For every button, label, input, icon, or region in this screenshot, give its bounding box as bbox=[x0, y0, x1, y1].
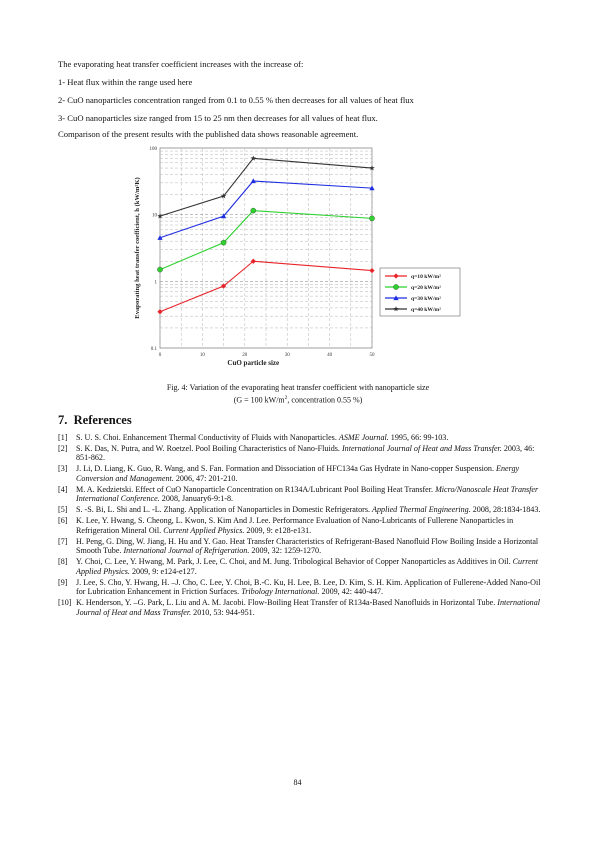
reference-text: J. Li, D. Liang, K. Guo, R. Wang, and S. Fan. Formation and Dissociation of HFC134a Gas Hydrate in Nano-copper Suspension. bbox=[76, 464, 497, 474]
reference-text: Y. Choi, C. Lee, Y. Hwang, M. Park, J. Lee, C. Choi, and M. Jung. Tribological Behavior of Copper Nanoparticles as Additives in Oil. bbox=[76, 557, 513, 567]
section-number: 7. bbox=[58, 413, 68, 427]
section-heading bbox=[58, 413, 132, 428]
reference-number: [8] bbox=[58, 557, 68, 567]
reference-number: [4] bbox=[58, 484, 68, 494]
data-point bbox=[393, 284, 398, 289]
reference-item bbox=[58, 557, 548, 576]
reference-text: K. Lee, Y. Hwang, S. Cheong, L. Kwon, S. Kim And J. Lee. Performance Evaluation of Nano-Lubricants of Fullerene Nanoparticles in Refrigeration Mineral Oil. bbox=[76, 516, 514, 535]
figure-caption-line-2 bbox=[58, 393, 538, 406]
intro-line-5: Comparison of the present results with the published data shows reasonable agreement. bbox=[58, 129, 359, 139]
reference-item bbox=[58, 433, 548, 443]
data-point bbox=[251, 208, 256, 213]
caption-superscript: 2 bbox=[284, 395, 288, 401]
reference-tail: 2006, 47: 201-210. bbox=[173, 473, 238, 483]
reference-text: S. K. Das, N. Putra, and W. Roetzel. Pool Boiling Characteristics of Nano-Fluids. bbox=[76, 443, 342, 453]
reference-text: S. -S. Bi, L. Shi and L. -L. Zhang. Application of Nanoparticles in Domestic Refrigerators. bbox=[76, 505, 373, 515]
legend-label: q=30 kW/m² bbox=[411, 296, 441, 302]
x-tick-label: 0 bbox=[158, 353, 162, 358]
reference-tail: 2010, 53: 944-951. bbox=[191, 607, 255, 617]
reference-journal: Energy Conversion and Management. bbox=[76, 464, 520, 483]
reference-item bbox=[58, 505, 548, 515]
x-tick-label: 30 bbox=[284, 353, 290, 358]
reference-number: [5] bbox=[58, 505, 68, 515]
reference-text: S. U. S. Choi. Enhancement Thermal Conductivity of Fluids with Nanoparticles. bbox=[76, 433, 339, 442]
y-axis-label: Evaporating heat transfer coefficient, h (kW/m²K) bbox=[134, 177, 141, 319]
x-axis-label: CuO particle size bbox=[227, 359, 280, 367]
reference-number: [2] bbox=[58, 443, 68, 453]
y-tick-label: 0.1 bbox=[150, 347, 157, 352]
legend-label: q=20 kW/m² bbox=[411, 285, 441, 291]
reference-text: H. Peng, G. Ding, W. Jiang, H. Hu and Y. Gao. Heat Transfer Characteristics of Refrigerant-Based Nanofluid Flow Boiling Inside a Horizontal Smooth Tube. bbox=[76, 536, 539, 556]
reference-journal: Micro/Nanoscale Heat Transfer International Conference. bbox=[76, 484, 539, 504]
reference-text: J. Lee, S. Cho, Y. Hwang, H. –J. Cho, C. Lee, Y. Choi, B.-C. Ku, H. Lee, B. Lee, D. Kim, S. H. Kim. Application of Fullerene-Added Nano-Oil for Lubrication Enhancement in Friction Surfaces. bbox=[76, 577, 541, 597]
legend-label: q=10 kW/m² bbox=[411, 274, 441, 280]
reference-text: M. A. Kedzietski. Effect of CuO Nanoparticle Concentration on R134A/Lubricant Pool Boiling Heat Transfer. bbox=[76, 484, 436, 494]
reference-tail: 2009, 9: e128-e131. bbox=[244, 525, 312, 535]
reference-number: [1] bbox=[58, 433, 68, 442]
references-list bbox=[58, 433, 548, 619]
reference-journal: International Journal of Heat and Mass Transfer. bbox=[341, 443, 502, 453]
figure-chart bbox=[130, 140, 470, 380]
figure-caption-line-1: Fig. 4: Variation of the evaporating heat transfer coefficient with nanoparticle size bbox=[166, 383, 430, 392]
data-point bbox=[157, 267, 162, 272]
section-title: References bbox=[73, 413, 132, 427]
reference-journal: Current Applied Physics. bbox=[163, 525, 245, 535]
reference-tail: 2008, January6-9:1-8. bbox=[159, 494, 234, 504]
reference-number: [10] bbox=[58, 598, 72, 608]
page-number: 84 bbox=[293, 778, 302, 787]
y-tick-label: 100 bbox=[149, 147, 157, 152]
x-tick-label: 20 bbox=[242, 353, 248, 358]
reference-journal: International Journal of Heat and Mass Transfer. bbox=[76, 598, 541, 617]
reference-tail: 2009, 9: e124-e127. bbox=[129, 566, 197, 576]
reference-item bbox=[58, 485, 548, 504]
reference-journal: Tribology International. bbox=[241, 587, 320, 597]
data-point bbox=[221, 240, 226, 245]
intro-line-4: 3- CuO nanoparticles size ranged from 15 to 25 nm then decreases for all values of heat flux. bbox=[58, 113, 378, 123]
intro-line-1: The evaporating heat transfer coefficient increases with the increase of: bbox=[58, 59, 304, 69]
reference-text: K. Henderson, Y. –G. Park, L. Liu and A. M. Jacobi. Flow-Boiling Heat Transfer of R134a-Based Nanofluids in Horizontal Tube. bbox=[76, 598, 498, 608]
reference-item bbox=[58, 537, 548, 556]
x-tick-label: 50 bbox=[369, 353, 375, 358]
reference-item bbox=[58, 464, 548, 483]
x-tick-label: 40 bbox=[327, 353, 333, 358]
caption-part-b: , concentration 0.55 %) bbox=[287, 395, 363, 405]
reference-tail: 2009, 42: 440-447. bbox=[319, 587, 384, 597]
chart-svg bbox=[130, 140, 470, 380]
y-tick-label: 1 bbox=[154, 280, 157, 286]
reference-tail: 2008, 28:1834-1843. bbox=[470, 505, 541, 515]
reference-number: [9] bbox=[58, 577, 68, 587]
caption-part-a: (G = 100 kW/m bbox=[233, 395, 285, 405]
reference-tail: 2009, 32: 1259-1270. bbox=[249, 546, 322, 556]
intro-line-3: 2- CuO nanoparticles concentration ranged from 0.1 to 0.55 % then decreases for all values of heat flux bbox=[58, 95, 414, 105]
reference-item bbox=[58, 444, 548, 463]
x-tick-label: 10 bbox=[199, 353, 205, 358]
reference-number: [3] bbox=[58, 464, 68, 474]
intro-line-2: 1- Heat flux within the range used here bbox=[58, 77, 193, 87]
reference-tail: 2003, 46: 851-862. bbox=[76, 443, 535, 463]
reference-journal: Applied Thermal Engineering. bbox=[372, 505, 471, 515]
reference-journal: International Journal of Refrigeration. bbox=[123, 546, 250, 556]
y-tick-label: 10 bbox=[152, 213, 157, 219]
reference-journal: Current Applied Physics. bbox=[76, 557, 538, 576]
reference-item bbox=[58, 516, 548, 535]
reference-number: [6] bbox=[58, 516, 68, 526]
reference-tail: 1995, 66: 99-103. bbox=[388, 433, 449, 442]
reference-item bbox=[58, 598, 548, 617]
data-point bbox=[369, 216, 374, 221]
legend-label: q=40 kW/m² bbox=[411, 307, 441, 313]
reference-item bbox=[58, 578, 548, 597]
reference-number: [7] bbox=[58, 536, 68, 546]
reference-journal: ASME Journal. bbox=[338, 433, 389, 442]
